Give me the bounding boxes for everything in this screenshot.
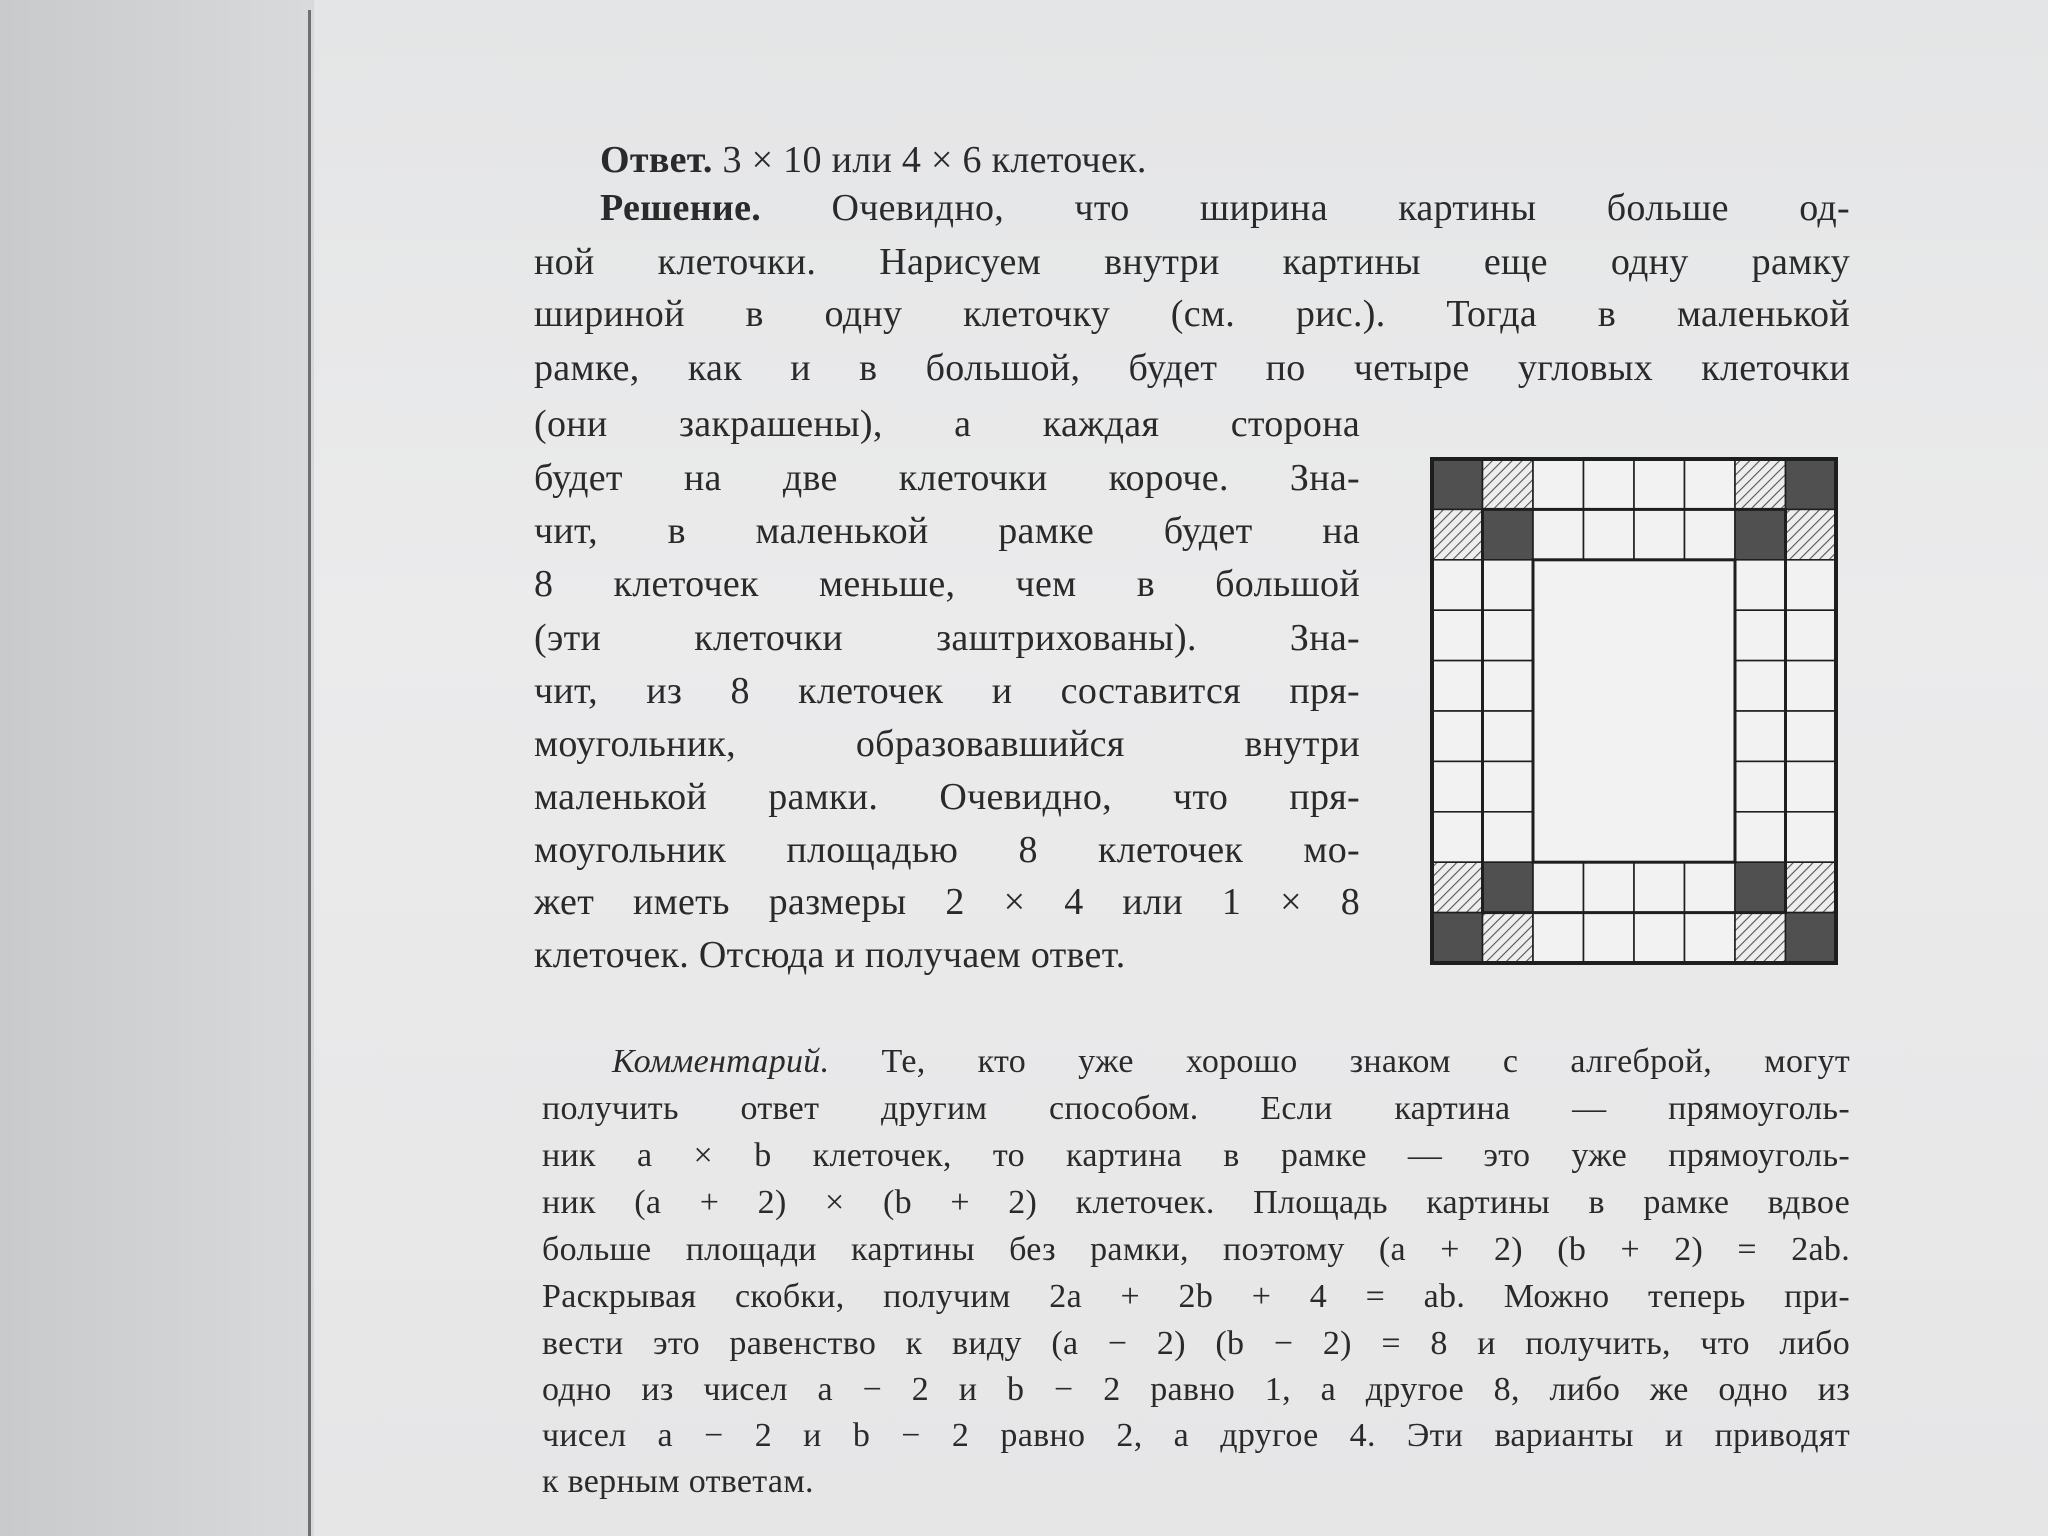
grid-cell: [1786, 812, 1837, 862]
hatched-cell: [1735, 459, 1786, 509]
grid-cell: [1735, 661, 1786, 711]
grid-cell: [1735, 610, 1786, 660]
grid-cell: [1483, 812, 1534, 862]
shaded-corner-cell: [1432, 459, 1483, 509]
hatched-cell: [1786, 862, 1837, 912]
grid-cell: [1786, 761, 1837, 811]
grid-cell: [1432, 711, 1483, 761]
grid-cell: [1432, 812, 1483, 862]
solution-line: чит, в маленькой рамке будет на: [534, 510, 1360, 552]
hatched-cell: [1786, 509, 1837, 559]
grid-cell: [1483, 610, 1534, 660]
solution-line: моугольник, образовавшийся внутри: [534, 723, 1360, 765]
comment-line: ник a × b клеточек, то картина в рамке — это уже прямоуголь-: [542, 1137, 1850, 1174]
grid-cell: [1735, 711, 1786, 761]
grid-cell: [1685, 913, 1736, 963]
comment-text: Те, кто уже хорошо знаком с алгеброй, могут: [881, 1043, 1850, 1080]
grid-cell: [1786, 661, 1837, 711]
solution-line: 8 клеточек меньше, чем в большой: [534, 563, 1360, 605]
solution-line: чит, из 8 клеточек и составится пря-: [534, 670, 1360, 712]
hatched-cell: [1432, 862, 1483, 912]
comment-line: больше площади картины без рамки, поэтому (a + 2) (b + 2) = 2ab.: [542, 1231, 1850, 1268]
grid-cell: [1735, 812, 1786, 862]
answer-line: [600, 138, 1147, 182]
grid-cell: [1634, 862, 1685, 912]
grid-cell: [1685, 459, 1736, 509]
shaded-corner-cell: [1483, 509, 1534, 559]
solution-line: маленькой рамки. Очевидно, что пря-: [534, 776, 1360, 818]
grid-cell: [1786, 560, 1837, 610]
grid-cell: [1685, 509, 1736, 559]
hatched-cell: [1432, 509, 1483, 559]
solution-line: клеточек. Отсюда и получаем ответ.: [534, 934, 1126, 976]
grid-cell: [1533, 862, 1584, 912]
grid-cell: [1432, 661, 1483, 711]
solution-line: (они закрашены), а каждая сторона: [534, 403, 1360, 445]
grid-cell: [1432, 761, 1483, 811]
solution-line: ной клеточки. Нарисуем внутри картины еще одну рамку: [534, 241, 1850, 283]
comment-line: Раскрывая скобки, получим 2a + 2b + 4 = ab. Можно теперь при-: [542, 1278, 1850, 1315]
grid-cell: [1584, 459, 1635, 509]
solution-label: Решение.: [600, 187, 762, 229]
hatched-cell: [1483, 459, 1534, 509]
comment-line: вести это равенство к виду (a − 2) (b − 2) = 8 и получить, что либо: [542, 1325, 1850, 1362]
grid-cell: [1533, 459, 1584, 509]
solution-line: жет иметь размеры 2 × 4 или 1 × 8: [534, 881, 1360, 923]
comment-line-0: [612, 1040, 1850, 1084]
answer-text: 3 × 10 или 4 × 6 клеточек.: [722, 139, 1147, 181]
solution-line-0: [600, 186, 1850, 230]
grid-cell: [1786, 610, 1837, 660]
shaded-corner-cell: [1735, 509, 1786, 559]
grid-cell: [1584, 862, 1635, 912]
grid-cell: [1533, 913, 1584, 963]
grid-cell: [1533, 509, 1584, 559]
grid-cell: [1432, 560, 1483, 610]
grid-cell: [1685, 862, 1736, 912]
comment-line: чисел a − 2 и b − 2 равно 2, а другое 4. Эти варианты и приводят: [542, 1417, 1850, 1454]
hatched-cell: [1483, 913, 1534, 963]
shaded-corner-cell: [1786, 459, 1837, 509]
comment-line: к верным ответам.: [542, 1463, 814, 1500]
grid-cell: [1483, 711, 1534, 761]
solution-line: (эти клеточки заштрихованы). Зна-: [534, 617, 1360, 659]
comment-label: Комментарий.: [612, 1043, 830, 1080]
grid-cell: [1634, 509, 1685, 559]
hatched-cell: [1735, 913, 1786, 963]
solution-line: шириной в одну клеточку (см. рис.). Тогда в маленькой: [534, 293, 1850, 335]
grid-cell: [1634, 913, 1685, 963]
inner-picture-area: [1533, 560, 1735, 862]
grid-cell: [1735, 761, 1786, 811]
comment-line: одно из чисел a − 2 и b − 2 равно 1, а другое 8, либо же одно из: [542, 1371, 1850, 1408]
grid-cell: [1432, 610, 1483, 660]
grid-cell: [1634, 459, 1685, 509]
solution-line: будет на две клеточки короче. Зна-: [534, 457, 1360, 499]
shaded-corner-cell: [1786, 913, 1837, 963]
grid-cell: [1483, 560, 1534, 610]
answer-label: Ответ.: [600, 139, 713, 181]
grid-cell: [1584, 509, 1635, 559]
solution-text: Очевидно, что ширина картины больше од-: [831, 187, 1850, 229]
solution-line: моугольник площадью 8 клеточек мо-: [534, 829, 1360, 871]
frame-grid-figure: [1428, 455, 1840, 967]
left-page-shadow: [0, 0, 312, 1536]
page-edge: [308, 10, 311, 1536]
shaded-corner-cell: [1735, 862, 1786, 912]
grid-cell: [1483, 761, 1534, 811]
shaded-corner-cell: [1432, 913, 1483, 963]
comment-line: ник (a + 2) × (b + 2) клеточек. Площадь картины в рамке вдвое: [542, 1184, 1850, 1221]
grid-cell: [1735, 560, 1786, 610]
grid-cell: [1786, 711, 1837, 761]
solution-line: рамке, как и в большой, будет по четыре угловых клеточки: [534, 347, 1850, 389]
shaded-corner-cell: [1483, 862, 1534, 912]
grid-cell: [1584, 913, 1635, 963]
comment-line: получить ответ другим способом. Если картина — прямоуголь-: [542, 1090, 1850, 1127]
grid-cell: [1483, 661, 1534, 711]
